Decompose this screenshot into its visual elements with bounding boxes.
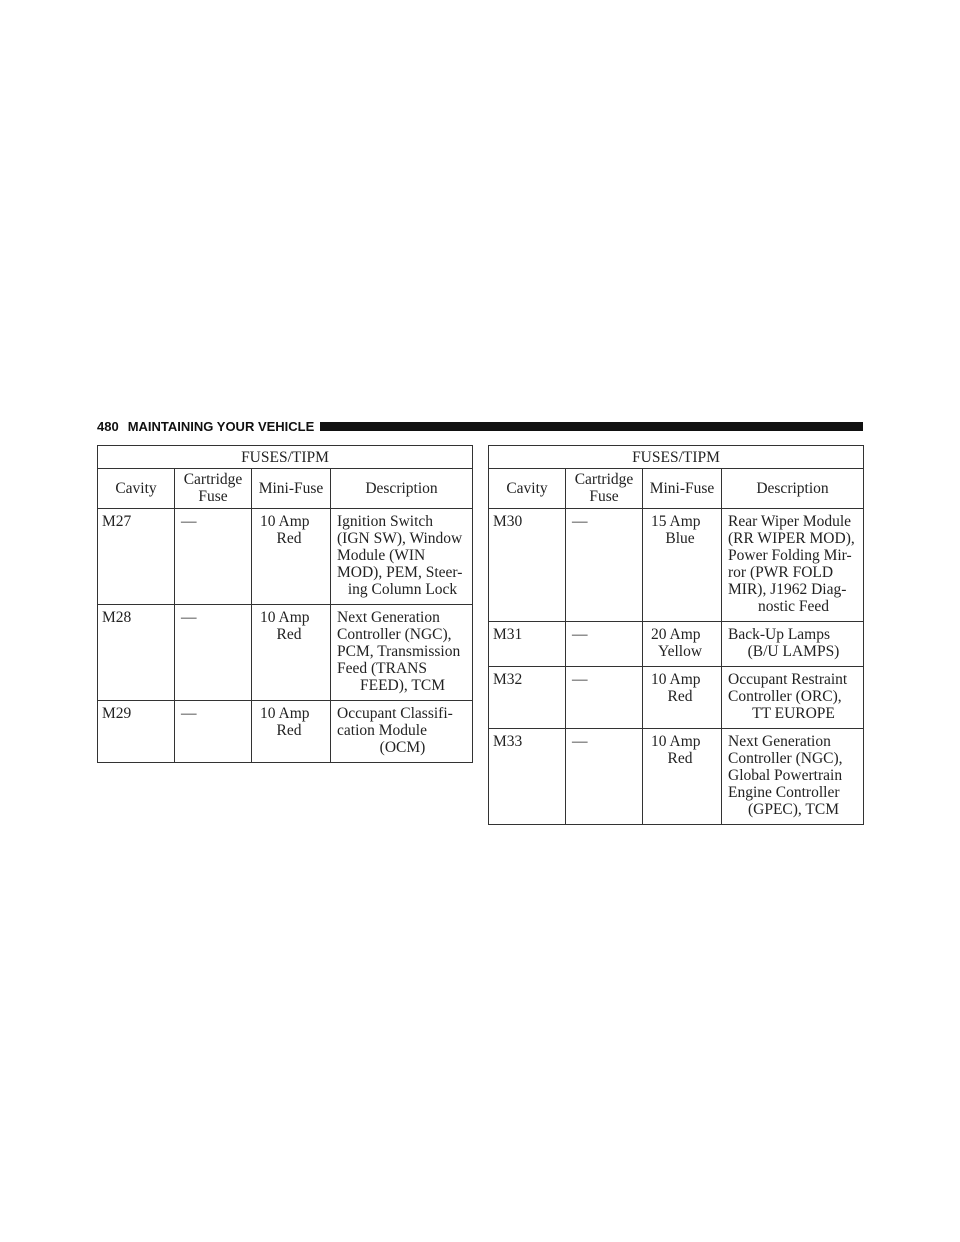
header-rule: [320, 422, 863, 431]
fuse-color: Red: [276, 722, 302, 739]
mini-fuse-cell: [252, 509, 331, 605]
description-line: Feed (TRANS: [337, 660, 427, 677]
description-line: nostic Feed: [757, 598, 830, 615]
cartridge-fuse-cell: —: [175, 509, 252, 605]
description-line: ror (PWR FOLD: [728, 564, 834, 581]
description-line: Next Generation: [728, 733, 831, 750]
fuse-rating: 10 Amp: [651, 733, 701, 750]
description-line: (RR WIPER MOD),: [728, 530, 855, 547]
mini-fuse-cell: [643, 622, 722, 667]
column-header: Cavity: [489, 469, 566, 509]
description-line: PCM, Transmission: [337, 643, 461, 660]
description-line: (B/U LAMPS): [747, 643, 840, 660]
cavity-cell: M30: [489, 509, 566, 622]
page-number: 480: [97, 418, 119, 434]
table-row: [98, 701, 473, 763]
table-row: [98, 605, 473, 701]
column-header: Description: [331, 469, 473, 509]
cavity-cell: M32: [489, 667, 566, 729]
description-line: Rear Wiper Module: [728, 513, 852, 530]
table-row: [98, 509, 473, 605]
column-header: Description: [722, 469, 864, 509]
cartridge-fuse-cell: —: [566, 509, 643, 622]
description-cell: [331, 605, 473, 701]
description-cell: [331, 701, 473, 763]
mini-fuse-cell: [643, 667, 722, 729]
description-line: Occupant Restraint: [728, 671, 848, 688]
cartridge-fuse-cell: —: [566, 622, 643, 667]
description-cell: [722, 667, 864, 729]
description-line: ing Column Lock: [347, 581, 458, 598]
fuse-rating: 10 Amp: [260, 513, 310, 530]
description-line: Global Powertrain: [728, 767, 843, 784]
fuse-color: Yellow: [657, 643, 703, 660]
column-header: Cartridge Fuse: [175, 469, 252, 509]
description-line: FEED), TCM: [360, 677, 445, 694]
description-line: Controller (NGC),: [337, 626, 452, 643]
description-line: TT EUROPE: [752, 705, 835, 722]
mini-fuse-cell: [643, 729, 722, 825]
table-row: [489, 729, 864, 825]
description-line: cation Module: [337, 722, 427, 739]
cavity-cell: M33: [489, 729, 566, 825]
column-header: Mini-Fuse: [252, 469, 331, 509]
column-header: Mini-Fuse: [643, 469, 722, 509]
column-header: Cartridge Fuse: [566, 469, 643, 509]
fuse-color: Red: [276, 626, 302, 643]
fuse-rating: 20 Amp: [651, 626, 701, 643]
page-header: [97, 417, 863, 435]
description-line: (OCM): [379, 739, 426, 756]
description-cell: [331, 509, 473, 605]
cavity-cell: M31: [489, 622, 566, 667]
table-row: [489, 667, 864, 729]
fuse-rating: 10 Amp: [651, 671, 701, 688]
fuse-table-right: [488, 445, 864, 825]
description-cell: [722, 729, 864, 825]
description-line: Ignition Switch: [337, 513, 434, 530]
description-line: Power Folding Mir-: [728, 547, 852, 564]
table-row: [489, 622, 864, 667]
description-line: (IGN SW), Window: [337, 530, 463, 547]
mini-fuse-cell: [252, 605, 331, 701]
cartridge-fuse-cell: —: [175, 701, 252, 763]
fuse-color: Red: [667, 688, 693, 705]
mini-fuse-cell: [643, 509, 722, 622]
description-line: Controller (ORC),: [728, 688, 842, 705]
cavity-cell: M27: [98, 509, 175, 605]
description-line: Back-Up Lamps: [728, 626, 831, 643]
description-line: Next Generation: [337, 609, 440, 626]
fuse-rating: 10 Amp: [260, 705, 310, 722]
description-cell: [722, 509, 864, 622]
column-header: Cavity: [98, 469, 175, 509]
description-line: Module (WIN: [337, 547, 426, 564]
fuse-color: Blue: [665, 530, 695, 547]
fuse-color: Red: [667, 750, 693, 767]
fuse-table-left: [97, 445, 473, 763]
fuse-rating: 15 Amp: [651, 513, 701, 530]
cartridge-fuse-cell: —: [566, 667, 643, 729]
description-line: Occupant Classifi-: [337, 705, 453, 722]
mini-fuse-cell: [252, 701, 331, 763]
table-title: FUSES/TIPM: [489, 446, 864, 469]
fuse-rating: 10 Amp: [260, 609, 310, 626]
section-title: MAINTAINING YOUR VEHICLE: [127, 418, 315, 434]
cavity-cell: M29: [98, 701, 175, 763]
description-line: Engine Controller: [728, 784, 840, 801]
description-line: (GPEC), TCM: [747, 801, 839, 818]
cavity-cell: M28: [98, 605, 175, 701]
table-title: FUSES/TIPM: [98, 446, 473, 469]
cartridge-fuse-cell: —: [566, 729, 643, 825]
description-line: Controller (NGC),: [728, 750, 843, 767]
description-line: MIR), J1962 Diag-: [728, 581, 847, 598]
fuse-color: Red: [276, 530, 302, 547]
description-cell: [722, 622, 864, 667]
table-row: [489, 509, 864, 622]
cartridge-fuse-cell: —: [175, 605, 252, 701]
description-line: MOD), PEM, Steer-: [337, 564, 463, 581]
